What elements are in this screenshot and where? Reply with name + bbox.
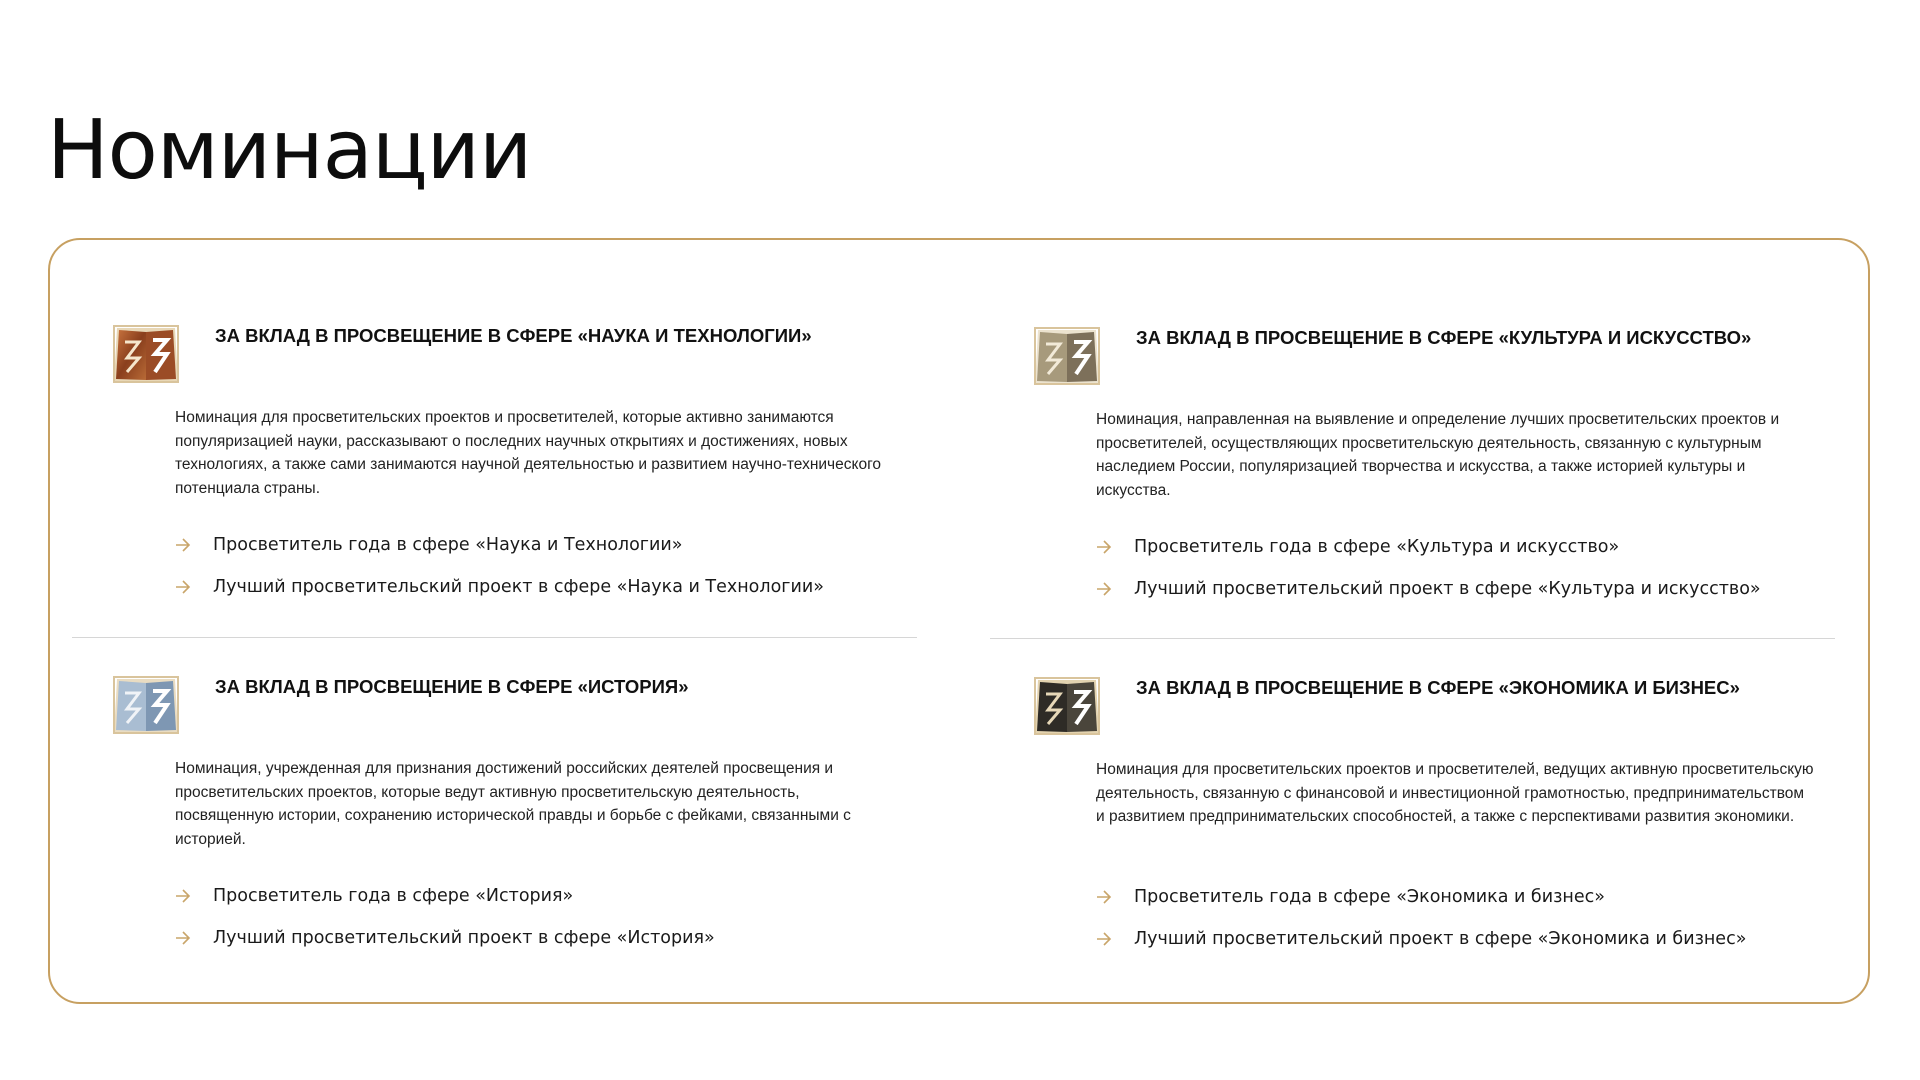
nomination-item (1096, 918, 1746, 960)
medal-history-icon (111, 673, 181, 739)
divider-left (72, 637, 917, 638)
nomination-item-label: Просветитель года в сфере «История» (213, 886, 574, 906)
nomination-list (1096, 876, 1746, 960)
nomination-list (1096, 526, 1761, 610)
nomination-item (1096, 526, 1761, 568)
nomination-title: ЗА ВКЛАД В ПРОСВЕЩЕНИЕ В СФЕРЕ «ИСТОРИЯ» (215, 676, 689, 697)
nomination-item (1096, 876, 1746, 918)
arrow-right-icon (1096, 932, 1112, 946)
nomination-item-label: Просветитель года в сфере «Наука и Технологии» (213, 535, 683, 555)
nomination-item (175, 524, 824, 566)
nomination-item (175, 875, 715, 917)
nomination-description: Номинация, учрежденная для признания достижений российских деятелей просвещения и просветительских проектов, которые ведут активную просветительскую деятельность, посвященную истории, сохранению исторической правды и борьбе с фейками, связанными с историей. (175, 760, 851, 848)
arrow-right-icon (1096, 582, 1112, 596)
nomination-item-label: Просветитель года в сфере «Культура и искусство» (1134, 537, 1620, 557)
arrow-right-icon (175, 931, 191, 945)
nomination-title: ЗА ВКЛАД В ПРОСВЕЩЕНИЕ В СФЕРЕ «КУЛЬТУРА И ИСКУССТВО» (1136, 327, 1752, 348)
nomination-list (175, 875, 715, 959)
nomination-item-label: Просветитель года в сфере «Экономика и бизнес» (1134, 887, 1605, 907)
nomination-item (175, 566, 824, 608)
nomination-title: ЗА ВКЛАД В ПРОСВЕЩЕНИЕ В СФЕРЕ «НАУКА И ТЕХНОЛОГИИ» (215, 325, 812, 346)
nomination-description: Номинация для просветительских проектов и просветителей, которые активно занимаются популяризацией науки, рассказывают о последних научных открытиях и достижениях, новых технологиях, а также сами занимаются научной деятельностью и развитием научно-технического потенциала страны. (175, 409, 882, 497)
medal-science-icon (111, 322, 181, 388)
nomination-item-label: Лучший просветительский проект в сфере «Наука и Технологии» (213, 577, 824, 597)
nomination-list (175, 524, 824, 608)
nomination-item (175, 917, 715, 959)
medal-economy-icon (1032, 674, 1102, 740)
nomination-title: ЗА ВКЛАД В ПРОСВЕЩЕНИЕ В СФЕРЕ «ЭКОНОМИКА И БИЗНЕС» (1136, 677, 1740, 698)
medal-culture-icon (1032, 324, 1102, 390)
nomination-description: Номинация, направленная на выявление и определение лучших просветительских проектов и просветителей, осуществляющих просветительскую деятельность, связанную с культурным наследием России, популяризацией творчества и искусства, а также историей культуры и искусства. (1096, 411, 1780, 499)
page-title: Номинации (47, 103, 532, 198)
divider-right (990, 638, 1835, 639)
arrow-right-icon (175, 889, 191, 903)
nomination-item-label: Лучший просветительский проект в сфере «История» (213, 928, 715, 948)
nomination-item-label: Лучший просветительский проект в сфере «Экономика и бизнес» (1134, 929, 1747, 949)
arrow-right-icon (1096, 540, 1112, 554)
nomination-description: Номинация для просветительских проектов и просветителей, ведущих активную просветительскую деятельность, связанную с финансовой и инвестиционной грамотностью, предпринимательством и развитием предпринимательских способностей, а также с перспективами развития экономики. (1096, 761, 1814, 825)
nomination-item-label: Лучший просветительский проект в сфере «Культура и искусство» (1134, 579, 1761, 599)
arrow-right-icon (175, 538, 191, 552)
arrow-right-icon (175, 580, 191, 594)
nomination-item (1096, 568, 1761, 610)
arrow-right-icon (1096, 890, 1112, 904)
